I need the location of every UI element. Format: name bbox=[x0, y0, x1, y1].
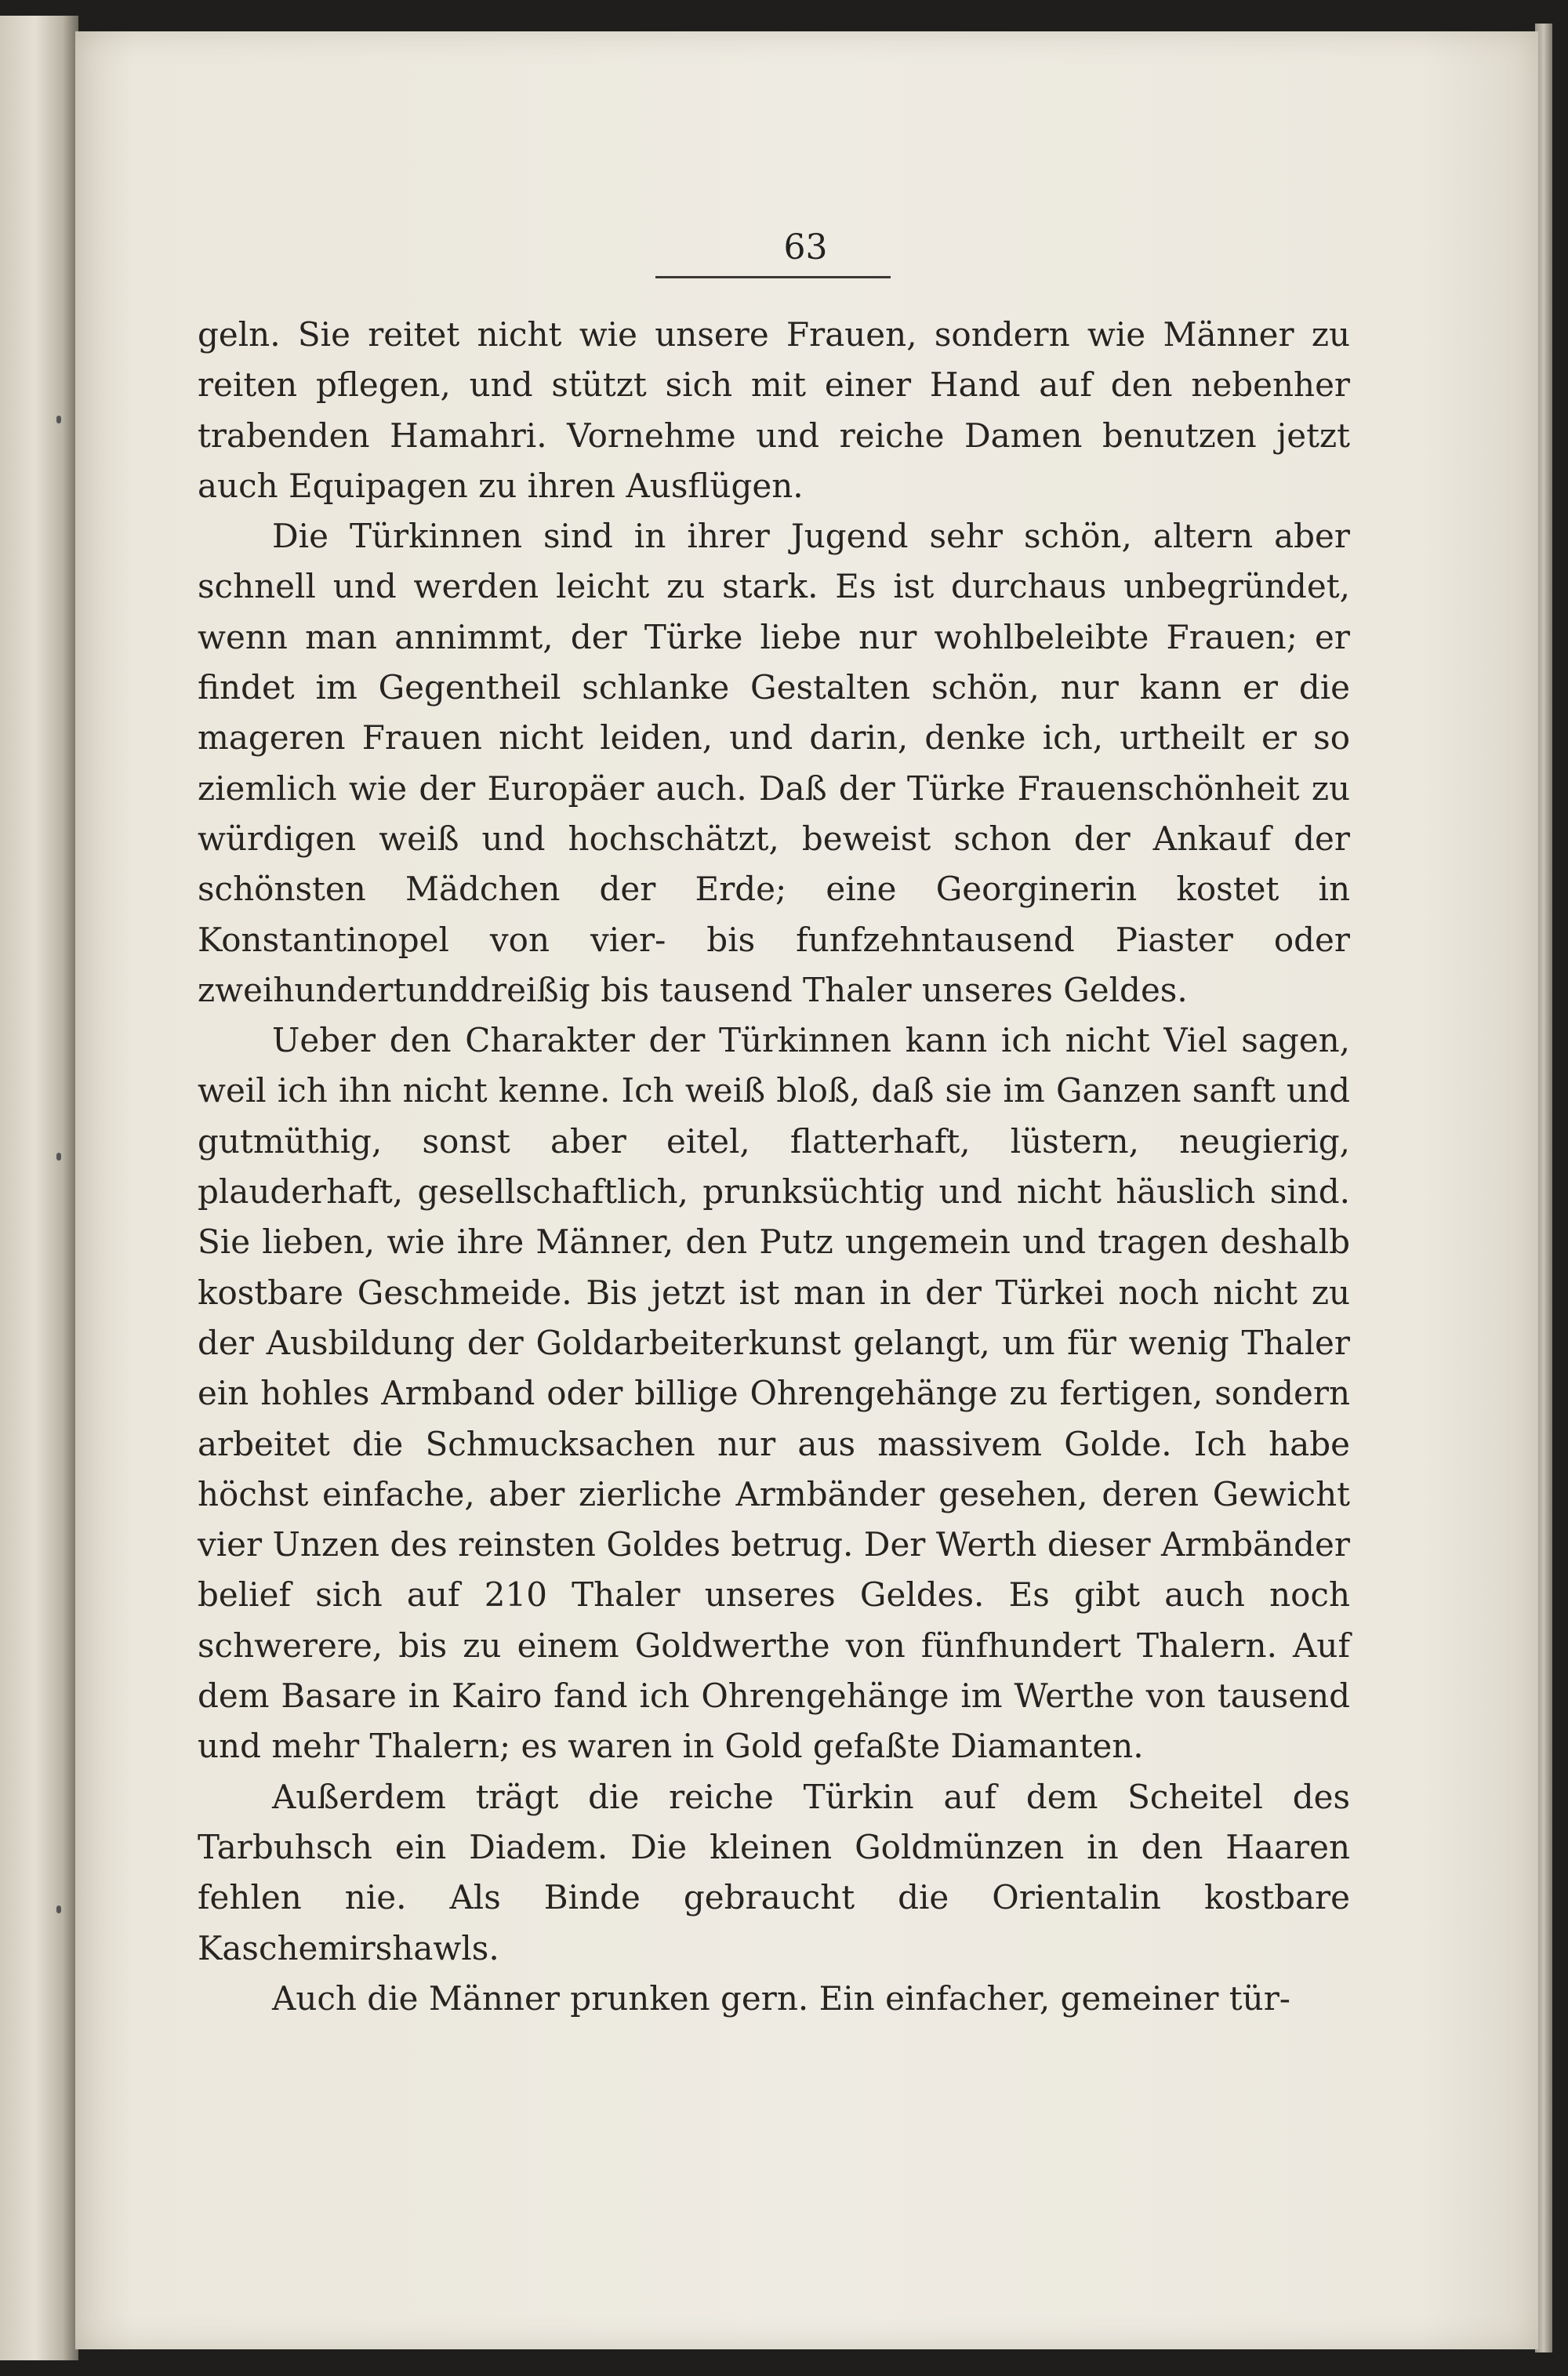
paragraph-1: geln. Sie reitet nicht wie unsere Frauen, sondern wie Männer zu reiten pflegen, und stützt sich mit einer Hand auf den nebenher trabenden Hamahri. Vornehme und reiche Damen benutzen jetzt auch Equipagen zu ihren Ausflügen. bbox=[198, 315, 1350, 505]
header-rule bbox=[655, 276, 891, 278]
paragraph-2: Die Türkinnen sind in ihrer Jugend sehr schön, altern aber schnell und werden leicht zu stark. Es ist durchaus unbegründet, wenn man annimmt, der Türke liebe nur wohlbeleibte Frauen; er findet im Gegentheil schlanke Gestalten schön, nur kann er die mageren Frauen nicht leiden, und darin, denke ich, urtheilt er so ziemlich wie der Europäer auch. Daß der Türke Frauenschönheit zu würdigen weiß und hochschätzt, beweist schon der Ankauf der schönsten Mädchen der Erde; eine Georginerin kostet in Konstantinopel von vier- bis funfzehntausend Piaster oder zweihundertunddreißig bis tausend Thaler unseres Geldes. bbox=[198, 517, 1350, 1009]
page-number bbox=[75, 227, 1538, 267]
body-text bbox=[198, 310, 1350, 2024]
paragraph-3: Ueber den Charakter der Türkinnen kann ich nicht Viel sagen, weil ich ihn nicht kenne. Ich weiß bloß, daß sie im Ganzen sanft und gutmüthig, sonst aber eitel, flatterhaft, lüstern, neugierig, plauderhaft, gesellschaftlich, prunksüchtig und nicht häuslich sind. Sie lieben, wie ihre Männer, den Putz ungemein und tragen deshalb kostbare Geschmeide. Bis jetzt ist man in der Türkei noch nicht zu der Ausbildung der Goldarbeiterkunst gelangt, um für wenig Thaler ein hohles Armband oder billige Ohrengehänge zu fertigen, sondern arbeitet die Schmucksachen nur aus massivem Golde. Ich habe höchst einfache, aber zierliche Armbänder gesehen, deren Gewicht vier Unzen des reinsten Goldes betrug. Der Werth dieser Armbänder belief sich auf 210 Thaler unseres Geldes. Es gibt auch noch schwerere, bis zu einem Goldwerthe von fünfhundert Thalern. Auf dem Basare in Kairo fand ich Ohrengehänge im Werthe von tausend und mehr Thalern; es waren in Gold gefaßte Diamanten. bbox=[198, 1021, 1350, 1766]
book-page bbox=[75, 31, 1538, 2349]
paragraph-5: Auch die Männer prunken gern. Ein einfacher, gemeiner tür- bbox=[272, 1978, 1290, 2018]
margin-mark bbox=[56, 1153, 61, 1161]
margin-mark bbox=[56, 1906, 61, 1913]
book-spine-edge bbox=[0, 16, 78, 2360]
page-number-text: 63 bbox=[783, 227, 828, 267]
paragraph-4: Außerdem trägt die reiche Türkin auf dem Scheitel des Tarbuhsch ein Diadem. Die kleinen Goldmünzen in den Haaren fehlen nie. Als Binde gebraucht die Orientalin kostbare Kaschemirshawls. bbox=[198, 1777, 1350, 1967]
margin-mark bbox=[56, 416, 61, 423]
